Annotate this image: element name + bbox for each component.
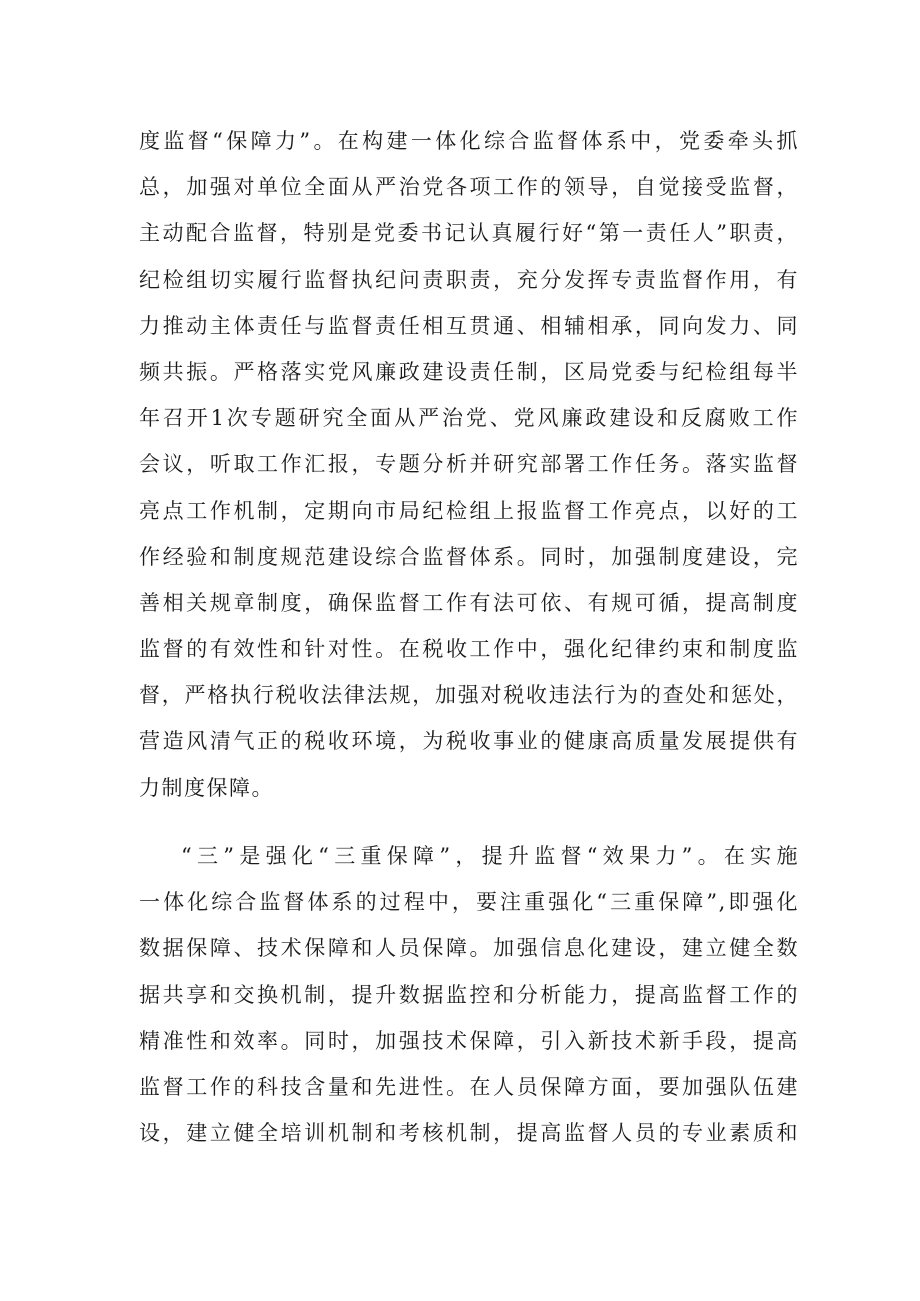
text-line: 一体化综合监督体系的过程中，要注重强化“三重保障”,即强化 — [139, 890, 799, 915]
text-line: 督，严格执行税收法律法规，加强对税收违法行为的查处和惩处， — [139, 683, 799, 708]
text-line: 主动配合监督，特别是党委书记认真履行好“第一责任人”职责， — [139, 221, 799, 246]
text-line: 精准性和效率。同时，加强技术保障，引入新技术新手段，提高 — [139, 1028, 799, 1053]
text-line: 度监督“保障力”。在构建一体化综合监督体系中，党委牵头抓 — [139, 129, 799, 153]
text-line: 监督工作的科技含量和先进性。在人员保障方面，要加强队伍建 — [139, 1074, 799, 1099]
text-line: 亮点工作机制，定期向市局纪检组上报监督工作亮点，以好的工 — [139, 498, 799, 523]
text-line: 作经验和制度规范建设综合监督体系。同时，加强制度建设，完 — [139, 544, 799, 569]
paragraph-three-guarantees — [139, 833, 799, 1156]
text-line: 设，建立健全培训机制和考核机制，提高监督人员的专业素质和 — [139, 1121, 799, 1146]
text-line: 善相关规章制度，确保监督工作有法可依、有规可循，提高制度 — [139, 590, 799, 615]
text-line: 营造风清气正的税收环境，为税收事业的健康高质量发展提供有 — [139, 729, 799, 754]
text-line: 总，加强对单位全面从严治党各项工作的领导，自觉接受监督， — [139, 175, 799, 200]
text-line: “三”是强化“三重保障”，提升监督“效果力”。在实施 — [181, 844, 799, 868]
text-line: 会议，听取工作汇报，专题分析并研究部署工作任务。落实监督 — [139, 452, 799, 477]
text-line: 据共享和交换机制，提升数据监控和分析能力，提高监督工作的 — [139, 982, 799, 1007]
text-line: 力推动主体责任与监督责任相互贯通、相辅相承，同向发力、同 — [139, 313, 799, 338]
text-line: 频共振。严格落实党风廉政建设责任制，区局党委与纪检组每半 — [139, 359, 799, 384]
paragraph-supervision-guarantee — [139, 118, 799, 811]
text-line: 纪检组切实履行监督执纪问责职责，充分发挥专责监督作用，有 — [139, 267, 799, 292]
text-line: 数据保障、技术保障和人员保障。加强信息化建设，建立健全数 — [139, 936, 799, 961]
text-line: 监督的有效性和针对性。在税收工作中，强化纪律约束和制度监 — [139, 637, 799, 662]
text-line: 年召开1次专题研究全面从严治党、党风廉政建设和反腐败工作 — [139, 406, 799, 431]
text-line: 力制度保障。 — [139, 775, 274, 800]
